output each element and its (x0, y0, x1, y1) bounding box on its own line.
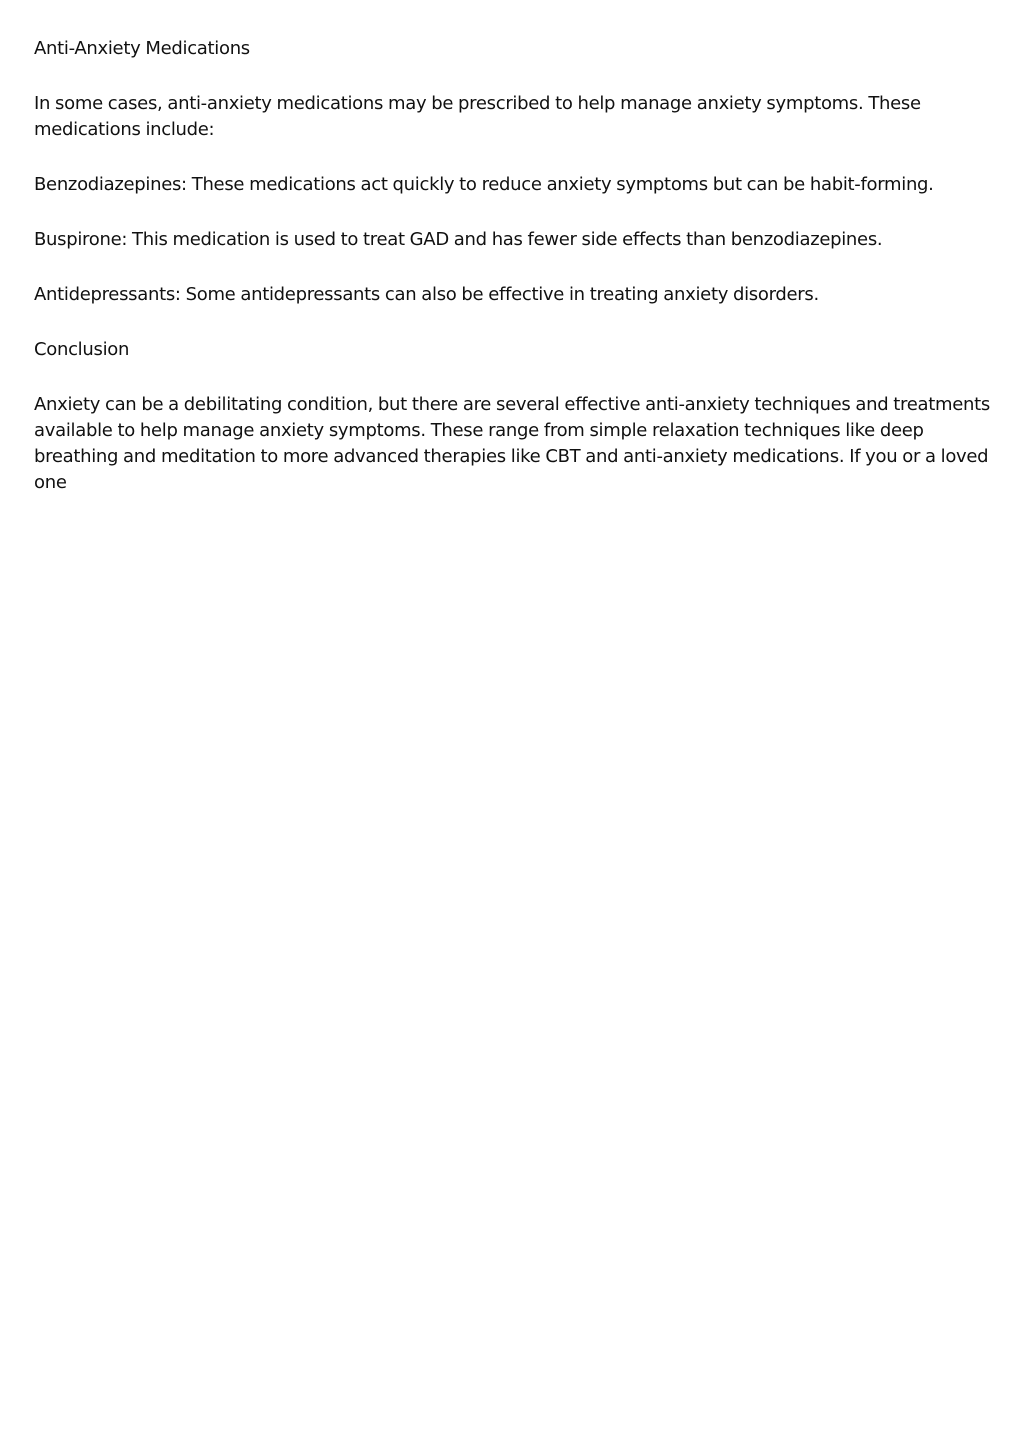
intro-paragraph: In some cases, anti-anxiety medications may be prescribed to help manage anxiety symptoms. These medications include: (34, 93, 921, 140)
document-page (34, 36, 994, 525)
buspirone-paragraph: Buspirone: This medication is used to treat GAD and has fewer side effects than benzodiazepines. (34, 229, 883, 250)
section-heading-medications: Anti-Anxiety Medications (34, 38, 250, 59)
benzodiazepines-paragraph: Benzodiazepines: These medications act quickly to reduce anxiety symptoms but can be habit-forming. (34, 174, 934, 195)
antidepressants-paragraph: Antidepressants: Some antidepressants can also be effective in treating anxiety disorders. (34, 284, 819, 305)
section-heading-conclusion: Conclusion (34, 339, 130, 360)
conclusion-paragraph: Anxiety can be a debilitating condition, but there are several effective anti-anxiety techniques and treatments available to help manage anxiety symptoms. These range from simple relaxation techniques like deep breathing and meditation to more advanced therapies like CBT and anti-anxiety medications. If you or a loved one (34, 394, 990, 493)
